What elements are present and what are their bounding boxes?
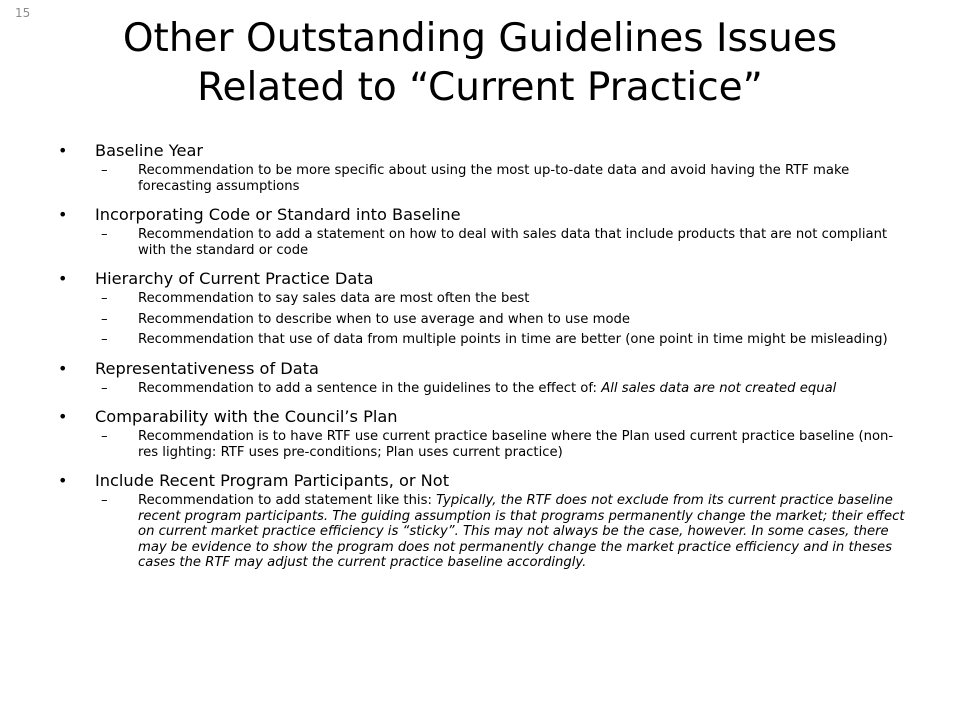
sub-bullet-emphasis: All sales data are not created equal [601, 380, 837, 396]
bullet-icon: • [58, 358, 68, 378]
sub-bullet [58, 493, 910, 571]
slide-number: 15 [15, 6, 31, 20]
sub-bullet-text: Recommendation that use of data from multiple points in time are better (one point in time might be misleading) [138, 332, 888, 347]
sub-bullet-text: Recommendation to say sales data are most often the best [138, 291, 530, 306]
bullet-heading: Include Recent Program Participants, or Not [95, 471, 450, 490]
sub-bullet [58, 332, 910, 348]
bullet-heading: Representativeness of Data [95, 358, 319, 378]
slide-title-line-2: Related to “Current Practice” [197, 65, 763, 110]
bullet-heading: Incorporating Code or Standard into Baseline [95, 205, 461, 224]
sub-bullet [58, 291, 910, 307]
sub-bullet-text: Recommendation to be more specific about using the most up-to-date data and avoid having the RTF make forecasting assumptions [138, 163, 850, 194]
dash-icon: – [101, 163, 108, 178]
bullet-representativeness [58, 358, 910, 380]
dash-icon: – [101, 493, 108, 508]
slide-title [0, 14, 960, 112]
bullet-heading: Comparability with the Council’s Plan [95, 407, 398, 426]
dash-icon: – [101, 380, 108, 396]
bullet-icon: • [58, 471, 68, 490]
sub-bullet-text [138, 381, 836, 396]
dash-icon: – [101, 332, 108, 347]
sub-bullet [58, 227, 910, 258]
bullet-heading: Hierarchy of Current Practice Data [95, 269, 374, 288]
bullet-heading: Baseline Year [95, 141, 204, 160]
sub-bullet [58, 163, 910, 194]
sub-bullet-emphasis: Typically, the RTF does not exclude from its current practice baseline recent program participants. The guiding assumption is that programs permanently change the market; their effect on current market practice efficiency is “sticky”. This may not always be the case, however. In some cases, there may be evidence to show the program does not permanently change the market practice efficiency and in theses cases the RTF may adjust the current practice baseline accordingly. [138, 493, 905, 570]
sub-bullet-text: Recommendation to add a statement on how to deal with sales data that include products that are not compliant with the standard or code [138, 227, 888, 258]
bullet-baseline-year [58, 140, 910, 162]
sub-bullet-text: Recommendation to describe when to use average and when to use mode [138, 311, 630, 327]
bullet-comparability [58, 406, 910, 428]
dash-icon: – [101, 311, 108, 327]
dash-icon: – [101, 429, 108, 444]
sub-bullet [58, 381, 910, 397]
dash-icon: – [101, 227, 108, 242]
sub-bullet [58, 312, 910, 328]
sub-bullet [58, 429, 910, 460]
bullet-hierarchy [58, 268, 910, 290]
slide-title-line-1: Other Outstanding Guidelines Issues [122, 16, 838, 61]
bullet-icon: • [58, 205, 68, 224]
bullet-incorporating-code [58, 204, 910, 226]
bullet-recent-participants [58, 470, 910, 492]
sub-bullet-text-plain: Recommendation to add statement like this: [138, 493, 437, 508]
slide-content [58, 140, 910, 571]
dash-icon: – [101, 291, 108, 306]
bullet-icon: • [58, 407, 68, 426]
sub-bullet-text-plain: Recommendation to add a sentence in the guidelines to the effect of: [138, 380, 602, 396]
sub-bullet-text [138, 493, 905, 570]
bullet-icon: • [58, 269, 68, 288]
sub-bullet-text: Recommendation is to have RTF use current practice baseline where the Plan used current practice baseline (non-res lighting: RTF uses pre-conditions; Plan uses current practice) [138, 429, 894, 460]
bullet-icon: • [58, 141, 68, 160]
